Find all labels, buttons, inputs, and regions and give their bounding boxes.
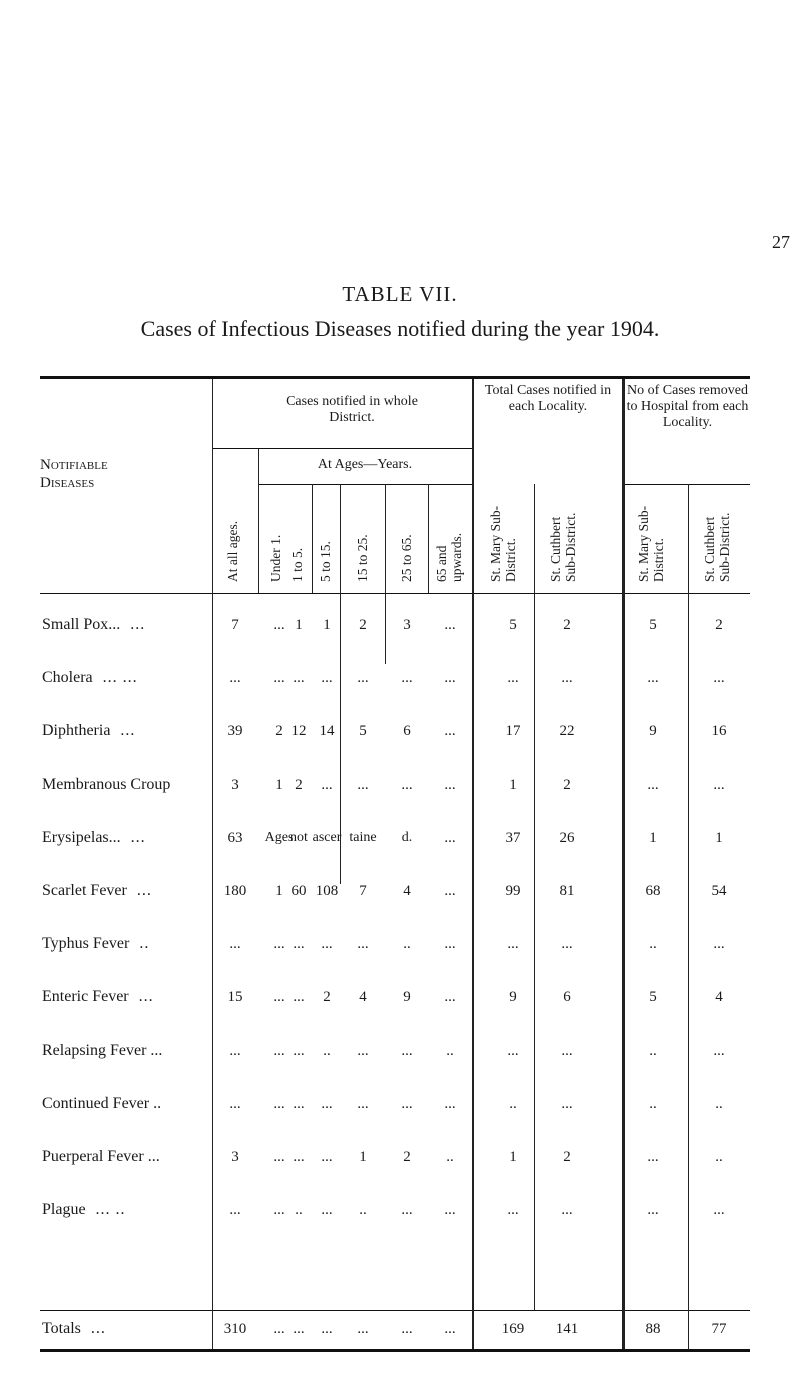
- col-divider-65up: [428, 484, 429, 593]
- table-row-cell: ...: [357, 936, 369, 952]
- totals-row-label: [42, 1320, 106, 1338]
- header-removed-to-hospital: No of Cases removed to Hospital from each Locality.: [626, 383, 749, 430]
- table-row-cell: ...: [273, 1043, 285, 1059]
- table-row-cell: ..: [509, 1096, 517, 1112]
- disease-name: Diphtheria: [42, 722, 111, 739]
- table-row-label: [42, 776, 170, 794]
- table-row-cell: 7: [231, 617, 239, 633]
- table-row-cell: ascer: [312, 830, 342, 845]
- table-row-cell: 5: [359, 723, 367, 739]
- table-row-cell: ...: [444, 1202, 456, 1218]
- table-row-cell: ..: [295, 1202, 303, 1218]
- totals-row-cell: ...: [444, 1321, 456, 1337]
- col-divider-label: [212, 379, 213, 1349]
- table-row-cell: ...: [357, 777, 369, 793]
- table-subtitle: Cases of Infectious Diseases notified during the year 1904.: [140, 316, 660, 341]
- table-row-cell: 2: [563, 777, 571, 793]
- header-col-stcuthbert: St. Cuthbert Sub-District.: [548, 512, 578, 582]
- table-row-cell: ..: [446, 1149, 454, 1165]
- table-row-label: [42, 669, 138, 687]
- table-row-cell: ...: [507, 670, 519, 686]
- disease-name: Scarlet Fever: [42, 882, 127, 899]
- table-row-cell: not: [290, 830, 308, 845]
- table-row-cell: d.: [401, 830, 413, 845]
- table-row-cell: ...: [293, 670, 305, 686]
- totals-row-cell: ...: [357, 1321, 369, 1337]
- table-title: TABLE VII.: [342, 282, 458, 306]
- table-row-cell: ...: [321, 777, 333, 793]
- table-row-cell: ...: [273, 989, 285, 1005]
- totals-row-cell: ...: [293, 1321, 305, 1337]
- header-bottom-rule: [40, 593, 750, 594]
- table-row-cell: ...: [401, 1043, 413, 1059]
- table-row-cell: 1: [275, 777, 283, 793]
- group-rule-ages: [258, 484, 472, 485]
- totals-row-cell: ...: [321, 1321, 333, 1337]
- table-row-cell: ..: [715, 1149, 723, 1165]
- header-at-ages: At Ages—Years.: [317, 457, 413, 472]
- table-row-cell: 14: [319, 723, 335, 739]
- table-row-cell: ...: [561, 670, 573, 686]
- table-row-cell: 108: [315, 883, 339, 899]
- disease-name: Membranous Croup: [42, 776, 171, 793]
- table-row-label: [42, 1201, 126, 1219]
- table-row-cell: ...: [647, 1149, 659, 1165]
- header-total-cases-locality: Total Cases notified in each Locality.: [484, 383, 612, 414]
- table-row-cell: ...: [273, 670, 285, 686]
- table-row-cell: ...: [321, 1202, 333, 1218]
- table-row-cell: 3: [231, 777, 239, 793]
- leader-dots: ...: [136, 882, 152, 899]
- header-notifiable-diseases: Notifiable Diseases: [40, 457, 108, 491]
- table-row-cell: 1: [715, 830, 723, 846]
- disease-name: Cholera: [42, 669, 93, 686]
- table-row-label: [42, 935, 149, 953]
- table-row-cell: 2: [403, 1149, 411, 1165]
- table-row-cell: ...: [561, 1043, 573, 1059]
- leader-dots: ...: [138, 988, 154, 1005]
- table-row-cell: ...: [321, 670, 333, 686]
- table-row-cell: ...: [293, 1096, 305, 1112]
- leader-dots: ..: [139, 935, 150, 952]
- table-row-cell: ..: [715, 1096, 723, 1112]
- table-row-cell: 4: [403, 883, 411, 899]
- table-row-cell: ..: [403, 936, 411, 952]
- table-row-cell: ...: [321, 1149, 333, 1165]
- table-row-cell: 2: [563, 617, 571, 633]
- table-row-cell: 63: [227, 830, 243, 846]
- table-row-cell: 4: [715, 989, 723, 1005]
- leader-dots: ...: [130, 829, 146, 846]
- leader-dots: ... ..: [95, 1201, 126, 1218]
- table-row-cell: 37: [505, 830, 521, 846]
- disease-name: Typhus Fever: [42, 935, 130, 952]
- table-row-cell: ...: [273, 1202, 285, 1218]
- col-divider-locality: [472, 379, 474, 1349]
- table-row-cell: ...: [444, 670, 456, 686]
- header-col-stmary: St. Mary Sub-District.: [488, 505, 518, 582]
- disease-name: Continued Fever ..: [42, 1095, 162, 1112]
- col-divider-25to65: [385, 484, 386, 664]
- table-row-cell: ...: [293, 1043, 305, 1059]
- table-row-cell: ...: [273, 936, 285, 952]
- table-row-cell: ...: [561, 936, 573, 952]
- table-row-cell: 6: [563, 989, 571, 1005]
- table-row-cell: ...: [273, 1096, 285, 1112]
- header-col-all-ages: At all ages.: [225, 520, 240, 582]
- table-row-cell: 2: [359, 617, 367, 633]
- disease-name: Relapsing Fever ...: [42, 1042, 163, 1059]
- table-row-cell: 180: [223, 883, 247, 899]
- table-row-cell: ...: [444, 777, 456, 793]
- table-row-cell: 1: [649, 830, 657, 846]
- table-row-label: [42, 722, 135, 740]
- table-row-cell: 9: [649, 723, 657, 739]
- table-row-cell: 2: [323, 989, 331, 1005]
- table-row-cell: 1: [359, 1149, 367, 1165]
- col-divider-stcuthbert-h: [688, 484, 689, 1350]
- table-row-cell: 17: [505, 723, 521, 739]
- col-divider-5to15: [312, 484, 313, 593]
- totals-row-cell: 88: [645, 1321, 661, 1337]
- table-row-cell: 3: [403, 617, 411, 633]
- table-row-cell: ...: [229, 936, 241, 952]
- table-row-cell: 5: [649, 617, 657, 633]
- table-row-label: [42, 829, 146, 847]
- table-row-label: [42, 616, 145, 634]
- totals-row-cell: 77: [711, 1321, 727, 1337]
- table-row-cell: 2: [715, 617, 723, 633]
- table-row-cell: 1: [295, 617, 303, 633]
- table-row-label: [42, 988, 154, 1006]
- table-row-cell: ...: [357, 670, 369, 686]
- table-row-cell: ..: [649, 936, 657, 952]
- table-row-cell: 9: [509, 989, 517, 1005]
- header-cases-whole-district: Cases notified in whole District.: [286, 394, 418, 425]
- table-row-cell: 1: [275, 883, 283, 899]
- table-row-cell: ...: [444, 989, 456, 1005]
- totals-row-cell: ...: [401, 1321, 413, 1337]
- table-row-cell: ...: [507, 1043, 519, 1059]
- bottom-rule: [40, 1349, 750, 1352]
- disease-name: Puerperal Fever ...: [42, 1148, 160, 1165]
- table-row-label: [42, 1042, 162, 1060]
- table-row-cell: 5: [509, 617, 517, 633]
- totals-row-cell: ...: [273, 1321, 285, 1337]
- table-row-cell: ...: [229, 670, 241, 686]
- table-row-label: [42, 1148, 160, 1166]
- table-row-cell: ...: [273, 617, 285, 633]
- leader-dots: ...: [120, 722, 136, 739]
- table-row-cell: ...: [713, 936, 725, 952]
- table-row-cell: ..: [323, 1043, 331, 1059]
- table-row-cell: 2: [563, 1149, 571, 1165]
- totals-top-rule: [40, 1310, 750, 1311]
- table-row-cell: ...: [647, 777, 659, 793]
- header-col-65up: 65 and upwards.: [434, 532, 464, 582]
- table-row-cell: ...: [507, 936, 519, 952]
- table-row-cell: Ages: [264, 830, 294, 845]
- table-row-cell: 22: [559, 723, 575, 739]
- header-col-1to5: 1 to 5.: [290, 547, 305, 582]
- header-col-5to15: 5 to 15.: [318, 541, 333, 582]
- table-row-cell: ...: [293, 1149, 305, 1165]
- table-row-cell: 26: [559, 830, 575, 846]
- leader-dots: ...: [90, 1320, 106, 1337]
- table-row-cell: ...: [444, 936, 456, 952]
- table-row-cell: ...: [273, 1149, 285, 1165]
- table-row-cell: 6: [403, 723, 411, 739]
- disease-name: Small Pox...: [42, 616, 121, 633]
- table-row-cell: 81: [559, 883, 575, 899]
- table-row-cell: 54: [711, 883, 727, 899]
- table-row-cell: ...: [401, 777, 413, 793]
- table-row-cell: 15: [227, 989, 243, 1005]
- table-row-cell: ...: [444, 723, 456, 739]
- table-row-label: [42, 882, 152, 900]
- disease-name: Erysipelas...: [42, 829, 121, 846]
- table-row-cell: 4: [359, 989, 367, 1005]
- table-row-cell: ...: [647, 670, 659, 686]
- group-rule-cases: [212, 448, 472, 449]
- table-row-cell: ...: [647, 1202, 659, 1218]
- table-row-cell: ...: [561, 1096, 573, 1112]
- table-row-cell: ...: [229, 1043, 241, 1059]
- table-row-cell: ...: [713, 1043, 725, 1059]
- table-row-cell: 3: [231, 1149, 239, 1165]
- header-col-25to65: 25 to 65.: [399, 534, 414, 582]
- table-row-cell: ...: [713, 670, 725, 686]
- col-divider-stcuthbert: [534, 484, 535, 1310]
- header-col-stmary-h: St. Mary Sub-District.: [636, 505, 666, 582]
- table-row-cell: ...: [444, 617, 456, 633]
- col-divider-removed: [622, 379, 625, 1349]
- table-row-cell: ...: [444, 830, 456, 846]
- leader-dots: ...: [130, 616, 146, 633]
- table-row-cell: ...: [229, 1202, 241, 1218]
- leader-dots: ... ...: [102, 669, 138, 686]
- totals-row-cell: 141: [555, 1321, 579, 1337]
- table-row-cell: ...: [321, 1096, 333, 1112]
- table-row-cell: ..: [359, 1202, 367, 1218]
- table-row-cell: 60: [291, 883, 307, 899]
- table-row-cell: ...: [293, 936, 305, 952]
- table-row-cell: 99: [505, 883, 521, 899]
- table-row-cell: ...: [713, 1202, 725, 1218]
- table-row-cell: ...: [357, 1043, 369, 1059]
- table-row-cell: ...: [357, 1096, 369, 1112]
- table-row-label: [42, 1095, 161, 1113]
- table-row-cell: 1: [509, 777, 517, 793]
- table-row-cell: ...: [401, 670, 413, 686]
- page-number: 27: [772, 232, 790, 252]
- totals-row-cell: 169: [501, 1321, 525, 1337]
- table-row-cell: ...: [229, 1096, 241, 1112]
- table-row-cell: ...: [713, 777, 725, 793]
- totals-row-cell: 310: [223, 1321, 247, 1337]
- disease-name: Enteric Fever: [42, 988, 129, 1005]
- table-row-cell: ..: [649, 1043, 657, 1059]
- table-row-cell: ...: [444, 1096, 456, 1112]
- table-row-cell: ...: [444, 883, 456, 899]
- table-row-cell: 16: [711, 723, 727, 739]
- table-row-cell: 68: [645, 883, 661, 899]
- table-row-cell: ...: [321, 936, 333, 952]
- disease-name: Totals: [42, 1320, 81, 1337]
- header-col-stcuthbert-h: St. Cuthbert Sub-District.: [702, 512, 732, 582]
- table-row-cell: ...: [507, 1202, 519, 1218]
- table-row-cell: ...: [401, 1202, 413, 1218]
- table-row-cell: ...: [401, 1096, 413, 1112]
- table-row-cell: 39: [227, 723, 243, 739]
- table-row-cell: 5: [649, 989, 657, 1005]
- header-col-under1: Under 1.: [268, 534, 283, 582]
- disease-name: Plague: [42, 1201, 86, 1218]
- table-row-cell: ..: [446, 1043, 454, 1059]
- table-row-cell: 7: [359, 883, 367, 899]
- table-row-cell: ...: [293, 989, 305, 1005]
- table-row-cell: 2: [295, 777, 303, 793]
- table-row-cell: 2: [275, 723, 283, 739]
- top-rule: [40, 376, 750, 379]
- header-col-15to25: 15 to 25.: [355, 534, 370, 582]
- table-row-cell: 1: [323, 617, 331, 633]
- table-row-cell: 1: [509, 1149, 517, 1165]
- table-row-cell: ..: [649, 1096, 657, 1112]
- table-row-cell: ...: [561, 1202, 573, 1218]
- table-row-cell: 9: [403, 989, 411, 1005]
- table-row-cell: taine: [349, 830, 377, 845]
- table-row-cell: 12: [291, 723, 307, 739]
